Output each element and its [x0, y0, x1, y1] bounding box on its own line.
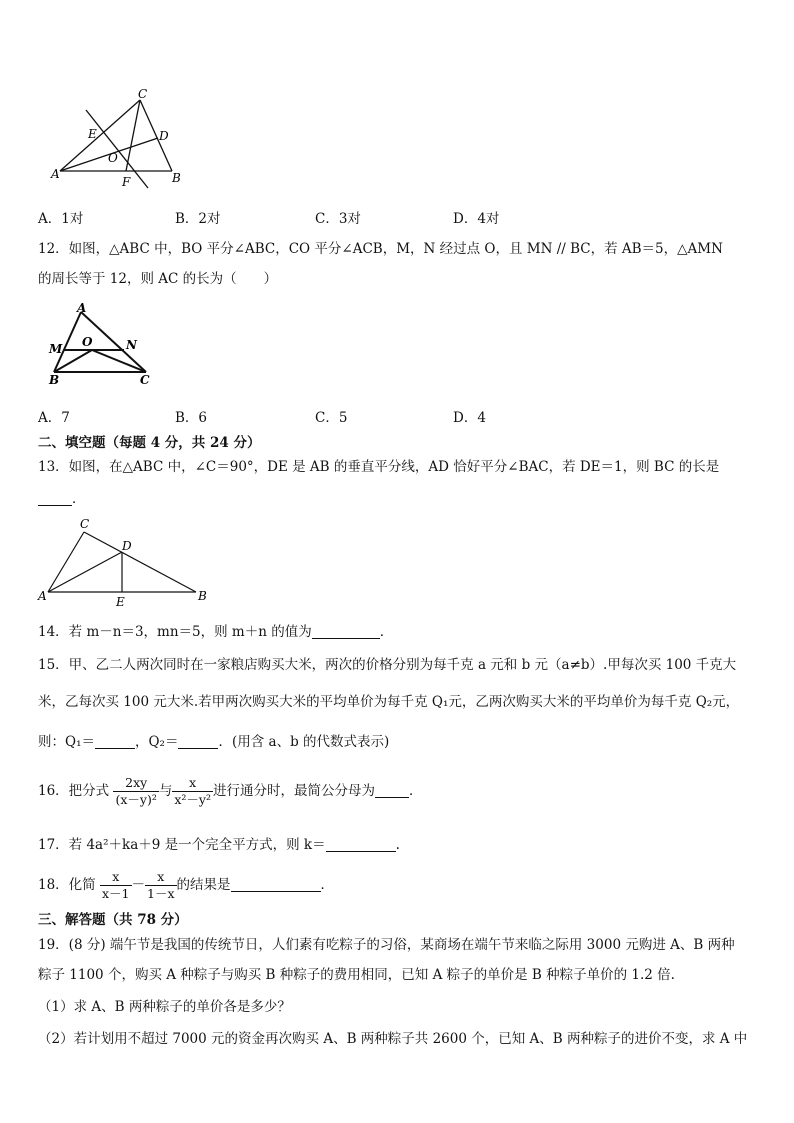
label-c: C: [140, 373, 150, 387]
label-b: B: [198, 589, 207, 603]
q16-line: [38, 772, 423, 810]
q16-fraction-1: [113, 775, 158, 808]
q15-q2-blank[interactable]: [178, 734, 218, 749]
q18-frac2-numerator: x: [145, 869, 177, 886]
label-o: O: [108, 151, 118, 165]
q12-option-d[interactable]: D．4: [453, 410, 486, 426]
q19-text-line1: 19．(8 分) 端午节是我国的传统节日，人们素有吃粽子的习俗，某商场在端午节来临之际用 3000 元购进 A、B 两种: [38, 937, 735, 953]
q13-end: ．: [72, 491, 86, 507]
q14-line: [38, 623, 393, 641]
label-b: B: [49, 373, 60, 387]
q11-option-d[interactable]: D．4对: [453, 211, 500, 227]
q18-minus: －: [131, 877, 145, 893]
q14-answer-blank[interactable]: [312, 624, 380, 639]
q16-prefix: 16．把分式: [38, 783, 110, 799]
q18-fraction-1: [100, 869, 132, 902]
label-c: C: [80, 517, 90, 531]
q14-end: ．: [379, 624, 394, 640]
q16-frac1-denominator: (x－y)²: [115, 792, 157, 807]
q18-frac1-numerator: x: [100, 869, 132, 886]
label-c: C: [138, 87, 148, 101]
q18-frac1-denominator: x－1: [101, 886, 130, 901]
segment-ac: [48, 532, 84, 592]
label-a: A: [38, 589, 47, 603]
q13-text-line2: [38, 490, 86, 508]
q11-option-a[interactable]: A．1对: [38, 211, 84, 227]
q16-mid: 与: [158, 783, 173, 799]
q11-option-b[interactable]: B．2对: [175, 211, 221, 227]
q18-answer-blank[interactable]: [231, 877, 321, 892]
q17-text: 17．若 4a²＋ka＋9 是一个完全平方式，则 k＝: [38, 837, 326, 853]
q16-frac1-numerator: 2xy: [113, 775, 158, 792]
q12-text-line1: 12．如图，△ABC 中，BO 平分∠ABC，CO 平分∠ACB，M，N 经过点 O，且 MN // BC，若 AB＝5，△AMN: [38, 241, 723, 257]
label-o: O: [82, 335, 93, 349]
segment-ad: [48, 552, 122, 592]
label-a: A: [77, 302, 87, 315]
label-e: E: [116, 595, 125, 609]
q19-subquestion-2: （2）若计划用不超过 7000 元的资金再次购买 A、B 两种粽子共 2600 个，已知 A、B 两种粽子的进价不变，求 A 中: [38, 1031, 748, 1047]
segment-co: [92, 350, 146, 372]
q13-figure: [36, 514, 216, 610]
q16-end: ．: [409, 783, 423, 799]
section-3-heading: 三、解答题（共 78 分）: [38, 912, 188, 928]
section-2-heading: 二、填空题（每题 4 分，共 24 分）: [38, 435, 261, 451]
q15-text-line1: 15．甲、乙二人两次同时在一家粮店购买大米，两次的价格分别为每千克 a 元和 b 元（a≠b）.甲每次买 100 千克大: [38, 657, 737, 673]
label-n: N: [126, 338, 137, 352]
q15-text-line2: 米，乙每次买 100 元大米.若甲两次购买大米的平均单价为每千克 Q₁元，乙两次购买大米的平均单价为每千克 Q₂元，: [38, 694, 740, 710]
label-b: B: [172, 171, 181, 185]
q12-option-c[interactable]: C．5: [315, 410, 348, 426]
label-m: M: [49, 342, 63, 356]
q16-suffix: 进行通分时，最简公分母为: [213, 783, 376, 799]
q18-line: [38, 866, 334, 904]
q12-figure: [44, 302, 160, 390]
q15-q1-label: 则：Q₁＝: [38, 734, 95, 750]
q15-q1-blank[interactable]: [95, 734, 135, 749]
label-e: E: [88, 127, 97, 141]
q12-option-b[interactable]: B．6: [175, 410, 208, 426]
q18-end: ．: [320, 877, 335, 893]
q15-q2-label: ，Q₂＝: [134, 734, 179, 750]
q16-fraction-2: [172, 775, 213, 808]
q17-answer-blank[interactable]: [326, 837, 396, 852]
label-d: D: [159, 129, 169, 143]
q18-fraction-2: [145, 869, 177, 902]
q11-figure: [48, 86, 188, 190]
q19-text-line2: 粽子 1100 个，购买 A 种粽子与购买 B 种粽子的费用相同，已知 A 粽子的单价是 B 种粽子单价的 1.2 倍.: [38, 967, 675, 983]
q16-frac2-denominator: x²－y²: [174, 792, 212, 807]
q12-option-a[interactable]: A．7: [38, 410, 70, 426]
label-f: F: [122, 175, 131, 189]
q17-end: .: [395, 837, 400, 853]
q14-text: 14．若 m－n＝3，mn＝5，则 m＋n 的值为: [38, 624, 312, 640]
q17-line: [38, 836, 400, 854]
q16-frac2-numerator: x: [172, 775, 213, 792]
label-d: D: [122, 539, 132, 553]
label-a: A: [51, 167, 60, 181]
line-bisector-ef: [86, 110, 148, 188]
q19-subquestion-1: （1）求 A、B 两种粽子的单价各是多少？: [38, 999, 291, 1015]
q18-suffix: 的结果是: [176, 877, 231, 893]
q11-option-c[interactable]: C．3对: [315, 211, 361, 227]
q15-text-line3: [38, 733, 389, 751]
q12-text-line2: 的周长等于 12，则 AC 的长为（ ）: [38, 271, 278, 287]
q13-text-line1: 13．如图，在△ABC 中，∠C＝90°，DE 是 AB 的垂直平分线，AD 恰好平分∠BAC，若 DE＝1，则 BC 的长是: [38, 459, 720, 475]
q18-frac2-denominator: 1－x: [147, 886, 175, 901]
q15-note: ．(用含 a、b 的代数式表示): [218, 734, 390, 750]
segment-cb: [84, 532, 196, 592]
q16-answer-blank[interactable]: [375, 783, 409, 798]
q18-prefix: 18．化简: [38, 877, 96, 893]
q13-answer-blank[interactable]: [38, 491, 72, 506]
